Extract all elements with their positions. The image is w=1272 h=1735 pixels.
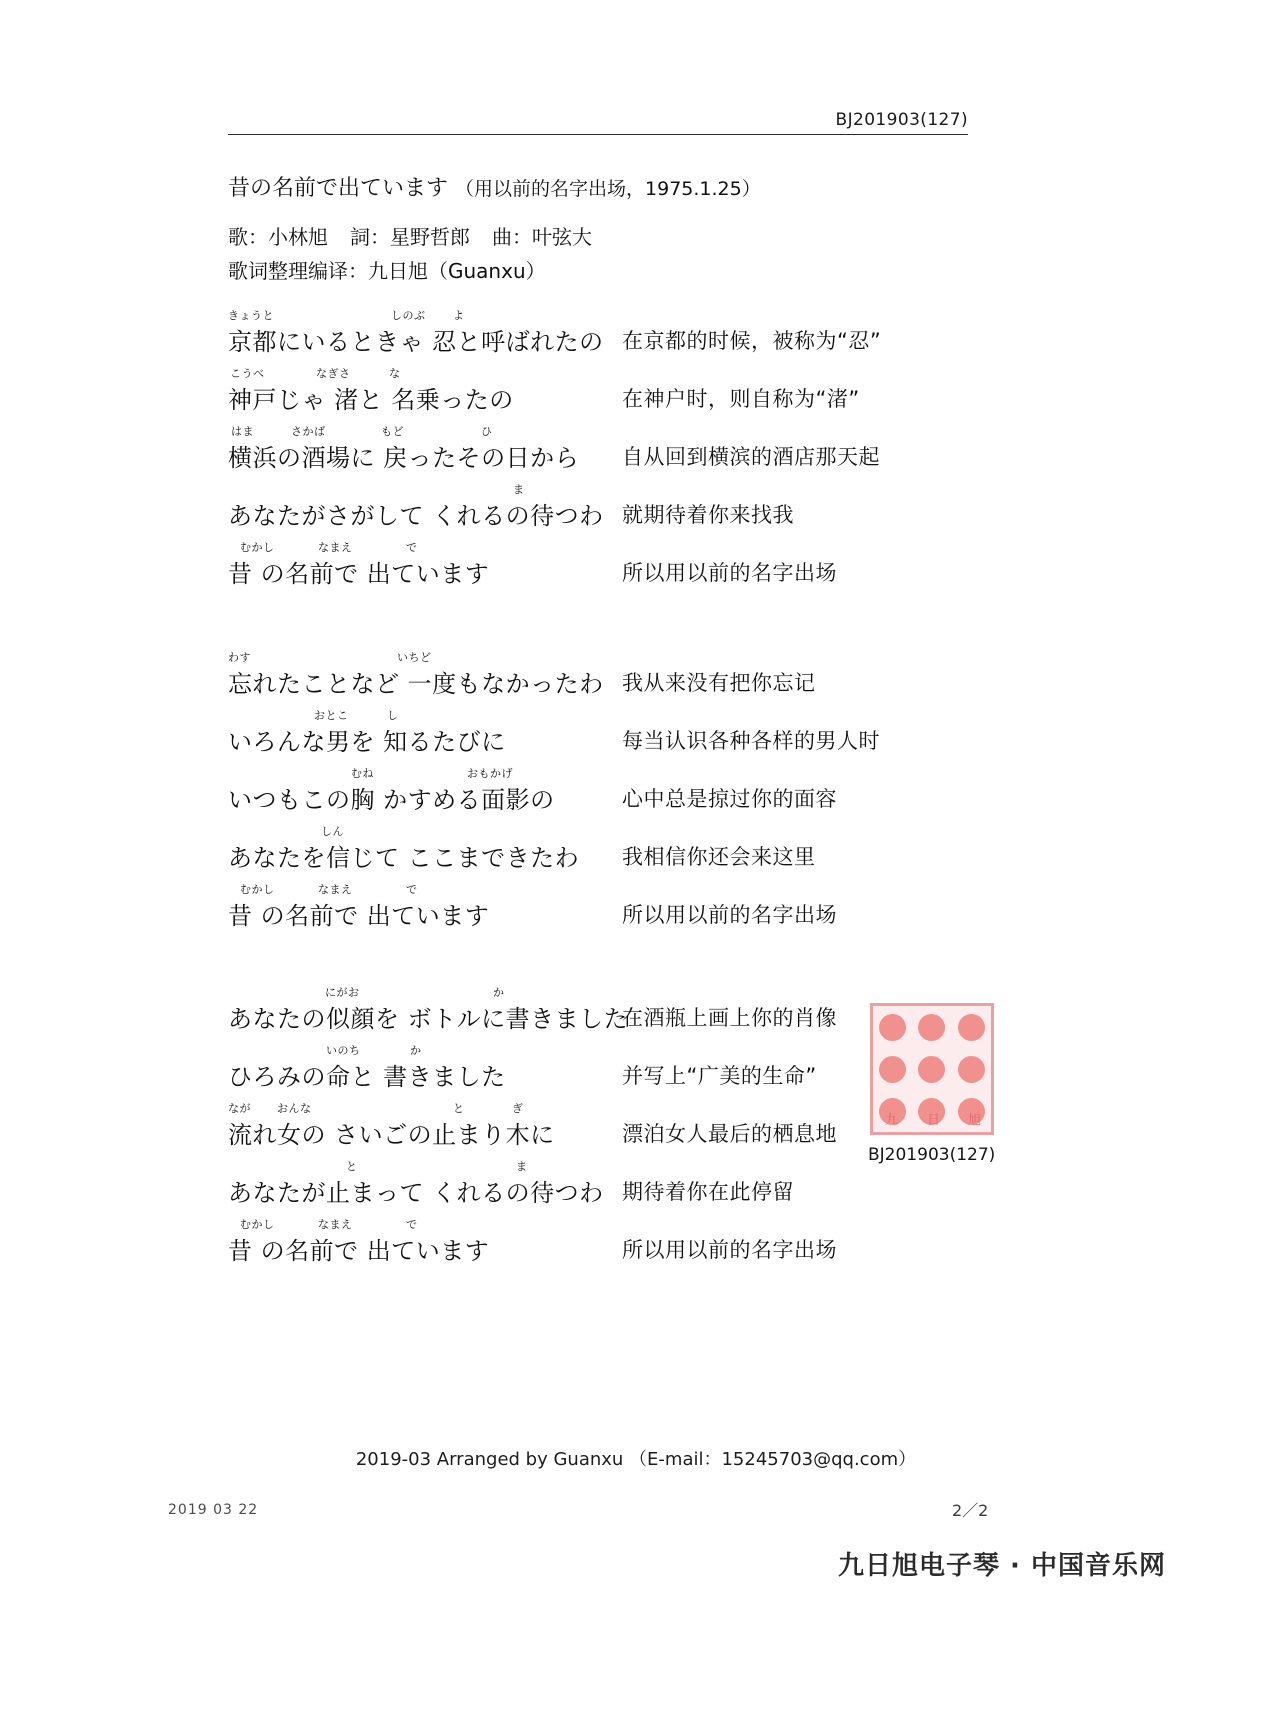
lyric-chinese-translation: 所以用以前的名字出场 xyxy=(622,903,837,927)
lyric-japanese: 昔 の名前で 出ています xyxy=(228,902,490,930)
song-title-jp: 昔の名前で出ています xyxy=(228,176,449,201)
lyric-japanese: 昔 の名前で 出ています xyxy=(228,1237,490,1265)
lyric-line xyxy=(228,540,1128,598)
singer-name: 小林旭 xyxy=(268,225,328,249)
lyric-japanese: 昔 の名前で 出ています xyxy=(228,560,490,588)
seal-char-3: 旭 xyxy=(968,1113,983,1128)
lyric-line xyxy=(228,308,1128,366)
seal-dot xyxy=(918,1014,945,1041)
seal-dot xyxy=(879,1056,906,1083)
furigana-ruby: か xyxy=(493,986,505,999)
lyric-chinese-translation: 所以用以前的名字出场 xyxy=(622,561,837,585)
seal-char-2: 日 xyxy=(927,1113,942,1128)
furigana-ruby: と xyxy=(453,1102,465,1115)
furigana-ruby: よ xyxy=(453,309,465,322)
lyric-line xyxy=(228,366,1128,424)
seal-dot xyxy=(918,1056,945,1083)
furigana-ruby: はま xyxy=(231,425,254,438)
lyric-line xyxy=(228,1159,1128,1217)
lyric-japanese: いつもこの胸 かすめる面影の xyxy=(228,786,555,814)
furigana-ruby: なが xyxy=(228,1102,251,1115)
furigana-ruby: いちど xyxy=(397,651,432,664)
credits-block xyxy=(228,220,1058,288)
singer-label: 歌： xyxy=(228,225,268,249)
furigana-ruby: なまえ xyxy=(318,541,353,554)
artist-seal-stamp xyxy=(870,1003,994,1135)
footer-date: 2019 03 22 xyxy=(168,1502,259,1518)
composer-name: 叶弦大 xyxy=(532,225,592,249)
furigana-ruby: むかし xyxy=(240,1218,275,1231)
page-title xyxy=(228,172,1058,206)
lyric-chinese-translation: 在京都的时候，被称为“忍” xyxy=(622,329,882,353)
furigana-ruby: で xyxy=(406,883,418,896)
footer-brand: 九日旭电子琴 · 中国音乐网 xyxy=(838,1551,1166,1581)
furigana-ruby: な xyxy=(389,367,401,380)
furigana-ruby: しん xyxy=(321,825,344,838)
lyricist-label: 詞： xyxy=(350,225,390,249)
lyricist-name: 星野哲郎 xyxy=(390,225,470,249)
lyric-line xyxy=(228,424,1128,482)
lyric-chinese-translation: 我相信你还会来这里 xyxy=(622,845,816,869)
document-header-rule xyxy=(228,110,968,135)
furigana-ruby: なぎさ xyxy=(316,367,351,380)
lyric-japanese: あなたが止まって くれるの待つわ xyxy=(228,1179,604,1207)
lyric-japanese: あなたを信じて ここまできたわ xyxy=(228,844,580,872)
furigana-ruby: わす xyxy=(228,651,251,664)
footer-page-number: 2／2 xyxy=(952,1501,989,1520)
furigana-ruby: さかば xyxy=(291,425,326,438)
lyric-japanese: 神戸じゃ 渚と 名乗ったの xyxy=(228,386,514,414)
lyric-chinese-translation: 心中总是掠过你的面容 xyxy=(622,787,837,811)
document-code: BJ201903(127) xyxy=(835,110,968,130)
lyric-japanese: あなたがさがして くれるの待つわ xyxy=(228,502,604,530)
furigana-ruby: もど xyxy=(381,425,404,438)
furigana-ruby: で xyxy=(406,1218,418,1231)
lyric-line xyxy=(228,650,1128,708)
lyric-japanese: 忘れたことなど 一度もなかったわ xyxy=(228,670,604,698)
lyric-japanese: 流れ女の さいごの止まり木に xyxy=(228,1121,555,1149)
lyric-line xyxy=(228,766,1128,824)
furigana-ruby: おもかげ xyxy=(467,767,513,780)
footer-credit: 2019-03 Arranged by Guanxu （E-mail：15245703@qq.com） xyxy=(355,1449,917,1470)
furigana-ruby: し xyxy=(387,709,399,722)
lyric-line xyxy=(228,708,1128,766)
lyric-chinese-translation: 自从回到横滨的酒店那天起 xyxy=(622,445,880,469)
furigana-ruby: いのち xyxy=(326,1044,361,1057)
lyric-line xyxy=(228,482,1128,540)
furigana-ruby: こうべ xyxy=(230,367,265,380)
furigana-ruby: ま xyxy=(516,1160,528,1173)
seal-dot xyxy=(958,1014,985,1041)
lyric-japanese: あなたの似顔を ボトルに書きました xyxy=(228,1005,629,1033)
lyric-line xyxy=(228,882,1128,940)
lyric-line xyxy=(228,1217,1128,1275)
title-block xyxy=(228,172,1058,288)
lyric-japanese: 横浜の酒場に 戻ったその日から xyxy=(228,444,580,472)
lyric-chinese-translation: 漂泊女人最后的栖息地 xyxy=(622,1122,837,1146)
lyric-chinese-translation: 期待着你在此停留 xyxy=(622,1180,794,1204)
furigana-ruby: むかし xyxy=(240,883,275,896)
lyrics-verse-1 xyxy=(228,308,1128,598)
furigana-ruby: で xyxy=(406,541,418,554)
lyric-chinese-translation: 每当认识各种各样的男人时 xyxy=(622,729,880,753)
seal-dot xyxy=(958,1056,985,1083)
lyric-japanese: ひろみの命と 書きました xyxy=(228,1063,506,1091)
furigana-ruby: にがお xyxy=(325,986,360,999)
lyric-chinese-translation: 在酒瓶上画上你的肖像 xyxy=(622,1006,837,1030)
credits-line-1 xyxy=(228,220,1058,254)
credits-line-2: 歌词整理编译：九日旭（Guanxu） xyxy=(228,259,546,283)
lyric-chinese-translation: 所以用以前的名字出场 xyxy=(622,1238,837,1262)
lyric-chinese-translation: 在神户时，则自称为“渚” xyxy=(622,387,860,411)
seal-document-code: BJ201903(127) xyxy=(868,1145,996,1165)
furigana-ruby: なまえ xyxy=(318,1218,353,1231)
lyric-chinese-translation: 我从来没有把你忘记 xyxy=(622,671,816,695)
lyric-chinese-translation: 并写上“广美的生命” xyxy=(622,1064,817,1088)
lyric-japanese: 京都にいるときゃ 忍と呼ばれたの xyxy=(228,328,604,356)
seal-char-1: 九 xyxy=(885,1113,900,1128)
composer-label: 曲： xyxy=(492,225,532,249)
furigana-ruby: むね xyxy=(351,767,374,780)
furigana-ruby: きょうと xyxy=(228,309,274,322)
lyric-chinese-translation: 就期待着你来找我 xyxy=(622,503,794,527)
furigana-ruby: と xyxy=(346,1160,358,1173)
furigana-ruby: おんな xyxy=(277,1102,312,1115)
furigana-ruby: ひ xyxy=(481,425,493,438)
furigana-ruby: か xyxy=(410,1044,422,1057)
song-title-cn: （用以前的名字出场，1975.1.25） xyxy=(455,178,761,200)
seal-dot xyxy=(879,1014,906,1041)
lyrics-verse-2 xyxy=(228,650,1128,940)
furigana-ruby: ぎ xyxy=(512,1102,524,1115)
furigana-ruby: むかし xyxy=(240,541,275,554)
lyric-japanese: いろんな男を 知るたびに xyxy=(228,728,506,756)
furigana-ruby: なまえ xyxy=(318,883,353,896)
lyric-line xyxy=(228,824,1128,882)
furigana-ruby: ま xyxy=(513,483,525,496)
furigana-ruby: おとこ xyxy=(314,709,349,722)
furigana-ruby: しのぶ xyxy=(391,309,426,322)
